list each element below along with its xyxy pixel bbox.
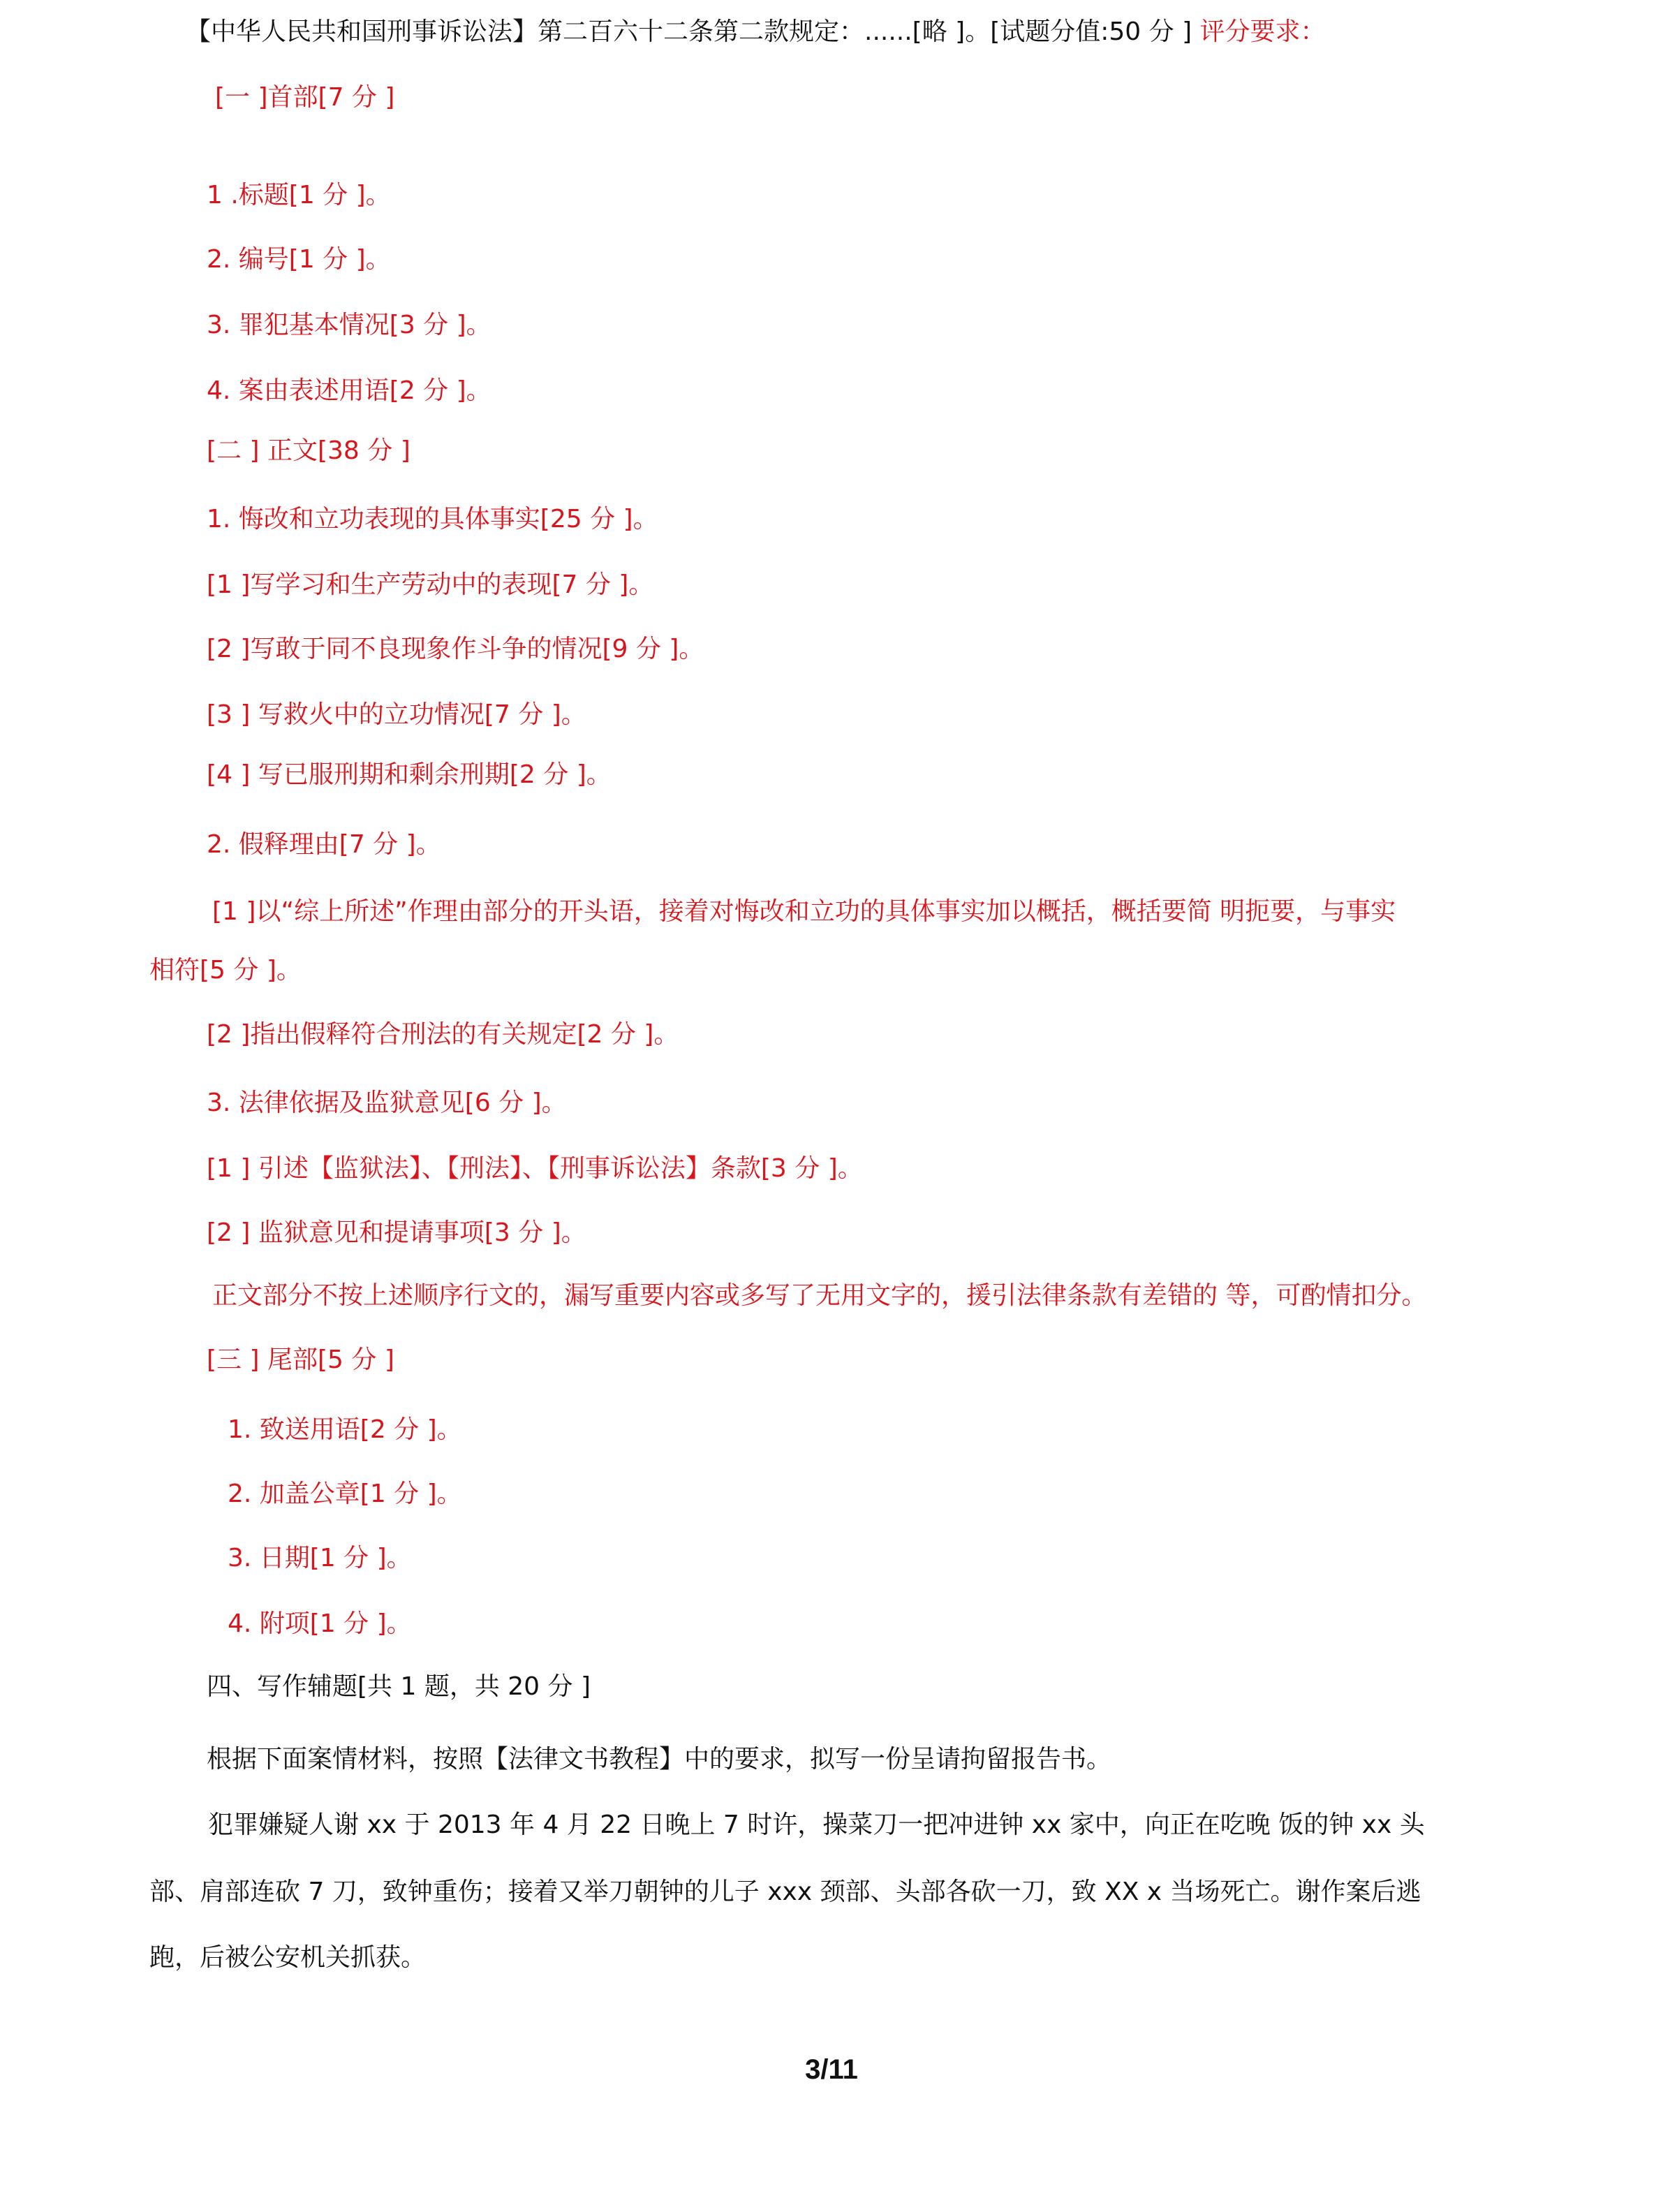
section-heading-footer: [三 ] 尾部[5 分 ] [207,1345,394,1374]
question-statement: 【中华人民共和国刑事诉讼法】第二百六十二条第二款规定：......[略 ]。[试题分值:50 分 ] [186,17,1192,46]
footer-item-2: 2. 加盖公章[1 分 ]。 [228,1480,462,1508]
footer-item-4: 4. 附项[1 分 ]。 [228,1609,412,1638]
body-subitem-1-4: [4 ] 写已服刑期和剩余刑期[2 分 ]。 [207,760,612,789]
section-heading-header: [一 ]首部[7 分 ] [215,83,395,112]
case-material-line-1: 犯罪嫌疑人谢 xx 于 2013 年 4 月 22 日晚上 7 时许，操菜刀一把冲进钟 xx 家中，向正在吃晚 饭的钟 xx 头 [208,1811,1425,1839]
body-subitem-2-2: [2 ]指出假释符合刑法的有关规定[2 分 ]。 [207,1020,679,1049]
rubric-header-line [186,17,1326,46]
footer-item-3: 3. 日期[1 分 ]。 [228,1544,412,1572]
section-heading-body: [二 ] 正文[38 分 ] [207,436,411,465]
body-deduction-note: 正文部分不按上述顺序行文的，漏写重要内容或多写了无用文字的，援引法律条款有差错的 等，可酌情扣分。 [212,1281,1427,1310]
body-subitem-3-2: [2 ] 监狱意见和提请事项[3 分 ]。 [207,1218,586,1247]
header-item-1: 1 .标题[1 分 ]。 [207,181,391,209]
header-item-4: 4. 案由表述用语[2 分 ]。 [207,376,491,405]
body-subitem-1-2: [2 ]写敢于同不良现象作斗争的情况[9 分 ]。 [207,635,704,663]
body-subitem-2-1: [1 ]以“综上所述”作理由部分的开头语，接着对悔改和立功的具体事实加以概括，概括要简 明扼要，与事实 [212,897,1396,926]
scoring-requirements-label: 评分要求： [1192,17,1326,46]
case-material-line-3: 跑，后被公安机关抓获。 [149,1943,427,1972]
question-4-instruction: 根据下面案情材料，按照【法律文书教程】中的要求，拟写一份呈请拘留报告书。 [207,1745,1112,1774]
body-subitem-3-1: [1 ] 引述【监狱法】、【刑法】、【刑事诉讼法】条款[3 分 ]。 [207,1154,863,1183]
body-item-1: 1. 悔改和立功表现的具体事实[25 分 ]。 [207,505,658,533]
body-subitem-1-3: [3 ] 写救火中的立功情况[7 分 ]。 [207,700,586,729]
header-item-3: 3. 罪犯基本情况[3 分 ]。 [207,311,491,339]
body-item-2: 2. 假释理由[7 分 ]。 [207,830,441,859]
body-item-3: 3. 法律依据及监狱意见[6 分 ]。 [207,1089,567,1117]
question-4-heading: 四、写作辅题[共 1 题，共 20 分 ] [207,1672,591,1701]
body-subitem-1-1: [1 ]写学习和生产劳动中的表现[7 分 ]。 [207,570,654,599]
header-item-2: 2. 编号[1 分 ]。 [207,245,391,274]
footer-item-1: 1. 致送用语[2 分 ]。 [228,1415,462,1444]
case-material-line-2: 部、肩部连砍 7 刀，致钟重伤；接着又举刀朝钟的儿子 xxx 颈部、头部各砍一刀，致 XX x 当场死亡。谢作案后逃 [149,1878,1421,1906]
body-subitem-2-1-cont: 相符[5 分 ]。 [149,956,302,985]
page-number: 3/11 [805,2054,858,2085]
